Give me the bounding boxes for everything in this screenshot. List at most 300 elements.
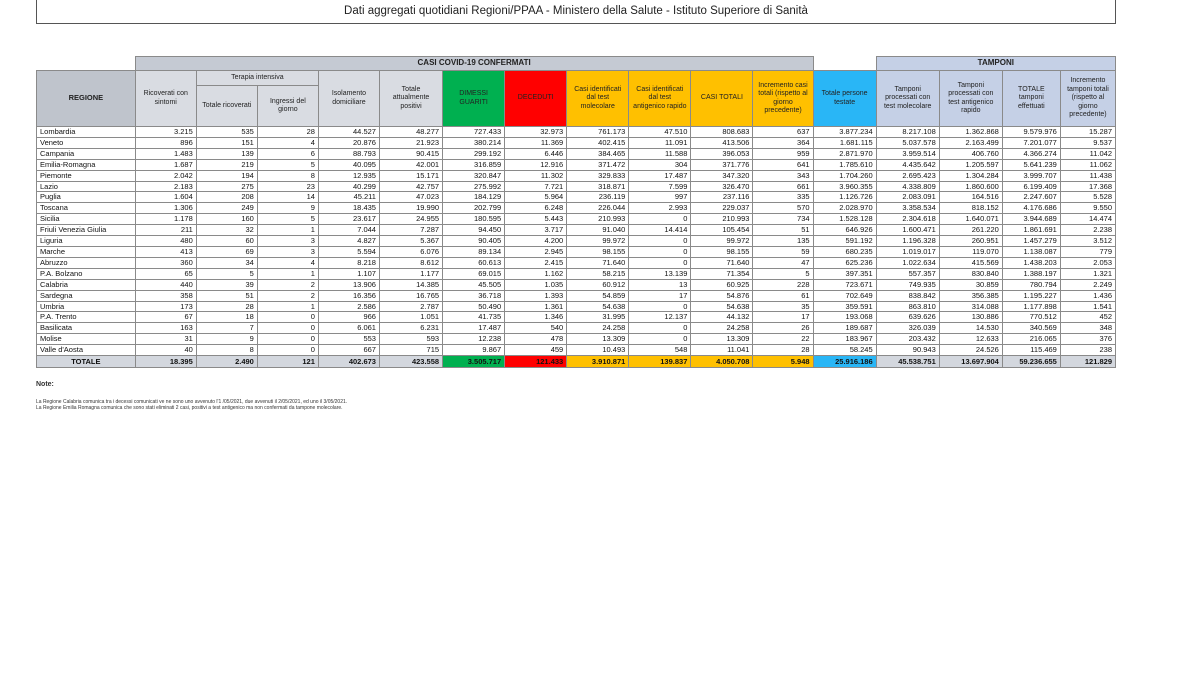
table-cell: 1.019.017: [876, 246, 939, 257]
region-name-cell: Sardegna: [37, 290, 136, 301]
table-cell: 1.438.203: [1002, 257, 1060, 268]
table-cell: 91.040: [567, 225, 629, 236]
table-cell: 1.436: [1060, 290, 1115, 301]
table-cell: 3.944.689: [1002, 214, 1060, 225]
table-cell: 54.638: [691, 301, 753, 312]
region-name-cell: Sicilia: [37, 214, 136, 225]
table-cell: 2.183: [135, 181, 196, 192]
note-line-1: La Regione Calabria comunica tra i decessi comunicati ve ne sono uno avvenuto l'1 /05/2021, due avvenuti il 2/05/2021, ed uno il 3/05/2021.: [36, 398, 348, 405]
table-cell: 0: [629, 257, 691, 268]
table-cell: 16.356: [318, 290, 379, 301]
table-cell: 0: [629, 301, 691, 312]
table-cell: 1.035: [505, 279, 567, 290]
table-cell: 160: [196, 214, 257, 225]
table-cell: 237.116: [691, 192, 753, 203]
table-cell: 478: [505, 334, 567, 345]
table-cell: 90.405: [443, 236, 505, 247]
header-ingressi: Ingressi del giorno: [257, 86, 318, 127]
table-cell: 54.859: [567, 290, 629, 301]
total-cell: 25.916.186: [813, 356, 876, 368]
table-cell: 51: [196, 290, 257, 301]
table-cell: 105.454: [691, 225, 753, 236]
table-cell: 723.671: [813, 279, 876, 290]
header-tamponi-group: TAMPONI: [876, 57, 1115, 71]
table-cell: 1.361: [505, 301, 567, 312]
table-cell: 39: [196, 279, 257, 290]
table-cell: 88.793: [318, 148, 379, 159]
table-cell: 818.152: [939, 203, 1002, 214]
table-cell: 380.214: [443, 137, 505, 148]
table-cell: 23.617: [318, 214, 379, 225]
table-cell: 69: [196, 246, 257, 257]
table-cell: 3.512: [1060, 236, 1115, 247]
table-row: [37, 345, 1116, 356]
region-name-cell: Emilia-Romagna: [37, 159, 136, 170]
table-cell: 32.973: [505, 127, 567, 138]
table-cell: 343: [753, 170, 813, 181]
table-cell: 71.354: [691, 268, 753, 279]
total-row: [37, 356, 1116, 368]
table-cell: 1.528.128: [813, 214, 876, 225]
table-cell: 3.959.514: [876, 148, 939, 159]
table-cell: 13: [629, 279, 691, 290]
table-cell: 8.218: [318, 257, 379, 268]
table-cell: 838.842: [876, 290, 939, 301]
table-cell: 22: [753, 334, 813, 345]
table-cell: 9.579.976: [1002, 127, 1060, 138]
table-cell: 6: [257, 148, 318, 159]
table-cell: 2.871.970: [813, 148, 876, 159]
table-cell: 2.415: [505, 257, 567, 268]
table-cell: 15.171: [379, 170, 442, 181]
region-name-cell: Valle d'Aosta: [37, 345, 136, 356]
table-cell: 9.537: [1060, 137, 1115, 148]
table-cell: 384.465: [567, 148, 629, 159]
table-cell: 208: [196, 192, 257, 203]
table-cell: 749.935: [876, 279, 939, 290]
table-cell: 216.065: [1002, 334, 1060, 345]
table-cell: 1.640.071: [939, 214, 1002, 225]
table-cell: 1.321: [1060, 268, 1115, 279]
table-cell: 0: [629, 334, 691, 345]
table-cell: 12.137: [629, 312, 691, 323]
table-cell: 36.718: [443, 290, 505, 301]
table-cell: 23: [257, 181, 318, 192]
table-cell: 347.320: [691, 170, 753, 181]
header-incremento-casi: Incremento casi totali (rispetto al giorno precedente): [753, 71, 813, 127]
table-cell: 9: [196, 334, 257, 345]
table-cell: 5.594: [318, 246, 379, 257]
table-cell: 193.068: [813, 312, 876, 323]
table-cell: 1: [257, 225, 318, 236]
table-cell: 540: [505, 323, 567, 334]
table-cell: 335: [753, 192, 813, 203]
table-cell: 60.613: [443, 257, 505, 268]
table-cell: 236.119: [567, 192, 629, 203]
table-cell: 44.132: [691, 312, 753, 323]
table-cell: 440: [135, 279, 196, 290]
table-cell: 356.385: [939, 290, 1002, 301]
region-name-cell: Piemonte: [37, 170, 136, 181]
table-cell: 6.446: [505, 148, 567, 159]
table-cell: 4.176.686: [1002, 203, 1060, 214]
table-cell: 5.443: [505, 214, 567, 225]
table-cell: 329.833: [567, 170, 629, 181]
table-row: [37, 301, 1116, 312]
table-cell: 535: [196, 127, 257, 138]
table-cell: 371.776: [691, 159, 753, 170]
table-cell: 17.368: [1060, 181, 1115, 192]
header-terapia-intensiva: Terapia intensiva: [196, 71, 318, 86]
table-cell: 6.199.409: [1002, 181, 1060, 192]
table-cell: 42.001: [379, 159, 442, 170]
table-cell: 24.955: [379, 214, 442, 225]
header-casi-totali: CASI TOTALI: [691, 71, 753, 127]
table-cell: 371.472: [567, 159, 629, 170]
table-cell: 1.681.115: [813, 137, 876, 148]
region-name-cell: Molise: [37, 334, 136, 345]
table-cell: 12.935: [318, 170, 379, 181]
table-cell: 60.912: [567, 279, 629, 290]
table-cell: 591.192: [813, 236, 876, 247]
table-cell: 3.717: [505, 225, 567, 236]
table-cell: 406.760: [939, 148, 1002, 159]
table-cell: 14.530: [939, 323, 1002, 334]
table-cell: 173: [135, 301, 196, 312]
table-cell: 16.765: [379, 290, 442, 301]
table-cell: 1.687: [135, 159, 196, 170]
table-cell: 548: [629, 345, 691, 356]
header-incremento-tamponi: Incremento tamponi totali (rispetto al giorno precedente): [1060, 71, 1115, 127]
table-cell: 7.287: [379, 225, 442, 236]
table-cell: 459: [505, 345, 567, 356]
table-cell: 2.028.970: [813, 203, 876, 214]
table-cell: 12.633: [939, 334, 1002, 345]
table-cell: 2.304.618: [876, 214, 939, 225]
table-cell: 4.366.274: [1002, 148, 1060, 159]
table-cell: 2.238: [1060, 225, 1115, 236]
table-cell: 18.435: [318, 203, 379, 214]
table-cell: 20.876: [318, 137, 379, 148]
total-cell: 13.697.904: [939, 356, 1002, 368]
table-cell: 261.220: [939, 225, 1002, 236]
table-cell: 139: [196, 148, 257, 159]
total-cell: 2.490: [196, 356, 257, 368]
total-cell: 3.910.871: [567, 356, 629, 368]
table-row: [37, 290, 1116, 301]
table-cell: 1.483: [135, 148, 196, 159]
table-cell: 21.923: [379, 137, 442, 148]
table-cell: 480: [135, 236, 196, 247]
covid-data-table: [36, 56, 1116, 368]
total-cell: 4.050.708: [691, 356, 753, 368]
table-cell: 959: [753, 148, 813, 159]
table-cell: 28: [196, 301, 257, 312]
header-blank-2: [813, 57, 876, 71]
table-cell: 17.487: [443, 323, 505, 334]
table-cell: 1: [257, 268, 318, 279]
header-totale-tamponi: TOTALE tamponi effettuati: [1002, 71, 1060, 127]
table-cell: 50.490: [443, 301, 505, 312]
table-cell: 17: [753, 312, 813, 323]
table-cell: 59: [753, 246, 813, 257]
table-cell: 1.304.284: [939, 170, 1002, 181]
table-cell: 47: [753, 257, 813, 268]
table-cell: 9: [257, 203, 318, 214]
table-cell: 42.757: [379, 181, 442, 192]
table-cell: 164.516: [939, 192, 1002, 203]
table-cell: 1.178: [135, 214, 196, 225]
table-cell: 71.640: [691, 257, 753, 268]
table-cell: 715: [379, 345, 442, 356]
table-cell: 45.505: [443, 279, 505, 290]
table-cell: 7.599: [629, 181, 691, 192]
table-cell: 452: [1060, 312, 1115, 323]
table-cell: 41.735: [443, 312, 505, 323]
table-cell: 5: [753, 268, 813, 279]
table-cell: 863.810: [876, 301, 939, 312]
table-cell: 6.076: [379, 246, 442, 257]
table-cell: 340.569: [1002, 323, 1060, 334]
table-cell: 661: [753, 181, 813, 192]
table-cell: 348: [1060, 323, 1115, 334]
region-name-cell: Lombardia: [37, 127, 136, 138]
total-cell: 3.505.717: [443, 356, 505, 368]
header-regione: REGIONE: [37, 71, 136, 127]
region-name-cell: Liguria: [37, 236, 136, 247]
table-cell: 2.053: [1060, 257, 1115, 268]
region-name-cell: Toscana: [37, 203, 136, 214]
table-cell: 2.042: [135, 170, 196, 181]
table-cell: 99.972: [691, 236, 753, 247]
table-cell: 135: [753, 236, 813, 247]
notes-title: Note:: [36, 381, 54, 388]
table-cell: 7.201.077: [1002, 137, 1060, 148]
table-cell: 402.415: [567, 137, 629, 148]
table-row: [37, 312, 1116, 323]
table-cell: 5.964: [505, 192, 567, 203]
table-cell: 2: [257, 279, 318, 290]
table-row: [37, 279, 1116, 290]
region-name-cell: P.A. Bolzano: [37, 268, 136, 279]
table-cell: 11.062: [1060, 159, 1115, 170]
table-cell: 1.362.868: [939, 127, 1002, 138]
table-cell: 2.083.091: [876, 192, 939, 203]
table-cell: 203.432: [876, 334, 939, 345]
table-cell: 4: [257, 257, 318, 268]
table-cell: 115.469: [1002, 345, 1060, 356]
header-casi-group: CASI COVID-19 CONFERMATI: [135, 57, 813, 71]
table-cell: 189.687: [813, 323, 876, 334]
table-cell: 11.091: [629, 137, 691, 148]
table-cell: 364: [753, 137, 813, 148]
table-row: [37, 170, 1116, 181]
table-cell: 163: [135, 323, 196, 334]
notes-section: [36, 382, 736, 412]
table-cell: 1.022.634: [876, 257, 939, 268]
table-cell: 1.306: [135, 203, 196, 214]
header-persone-testate: Totale persone testate: [813, 71, 876, 127]
table-cell: 2.945: [505, 246, 567, 257]
table-cell: 7.044: [318, 225, 379, 236]
table-cell: 58.215: [567, 268, 629, 279]
table-cell: 896: [135, 137, 196, 148]
table-cell: 358: [135, 290, 196, 301]
table-cell: 1.205.597: [939, 159, 1002, 170]
total-cell: 18.395: [135, 356, 196, 368]
region-name-cell: Basilicata: [37, 323, 136, 334]
table-cell: 226.044: [567, 203, 629, 214]
table-cell: 54.876: [691, 290, 753, 301]
table-cell: 8: [257, 170, 318, 181]
table-cell: 35: [753, 301, 813, 312]
table-row: [37, 323, 1116, 334]
table-cell: 359.591: [813, 301, 876, 312]
table-cell: 24.258: [691, 323, 753, 334]
table-cell: 2.249: [1060, 279, 1115, 290]
table-cell: 2.163.499: [939, 137, 1002, 148]
header-isolamento: Isolamento domiciliare: [318, 71, 379, 127]
header-tamponi-molecolare: Tamponi processati con test molecolare: [876, 71, 939, 127]
table-cell: 320.847: [443, 170, 505, 181]
table-cell: 71.640: [567, 257, 629, 268]
table-cell: 94.450: [443, 225, 505, 236]
header-blank: [37, 57, 136, 71]
table-cell: 28: [753, 345, 813, 356]
table-cell: 2.993: [629, 203, 691, 214]
table-cell: 275.992: [443, 181, 505, 192]
table-cell: 6.248: [505, 203, 567, 214]
table-cell: 11.302: [505, 170, 567, 181]
table-cell: 30.859: [939, 279, 1002, 290]
table-cell: 299.192: [443, 148, 505, 159]
table-cell: 1.861.691: [1002, 225, 1060, 236]
table-cell: 31.995: [567, 312, 629, 323]
table-cell: 304: [629, 159, 691, 170]
table-cell: 830.840: [939, 268, 1002, 279]
table-cell: 34: [196, 257, 257, 268]
table-cell: 1.600.471: [876, 225, 939, 236]
table-cell: 966: [318, 312, 379, 323]
table-cell: 593: [379, 334, 442, 345]
table-cell: 1.051: [379, 312, 442, 323]
table-cell: 4.338.809: [876, 181, 939, 192]
table-cell: 1: [257, 301, 318, 312]
region-name-cell: Umbria: [37, 301, 136, 312]
table-cell: 5.528: [1060, 192, 1115, 203]
table-cell: 2: [257, 290, 318, 301]
table-cell: 667: [318, 345, 379, 356]
table-cell: 238: [1060, 345, 1115, 356]
table-cell: 13.309: [691, 334, 753, 345]
table-cell: 14.385: [379, 279, 442, 290]
table-cell: 553: [318, 334, 379, 345]
table-cell: 12.916: [505, 159, 567, 170]
table-cell: 5.037.578: [876, 137, 939, 148]
table-cell: 40.095: [318, 159, 379, 170]
table-cell: 5: [196, 268, 257, 279]
table-cell: 0: [257, 345, 318, 356]
table-cell: 557.357: [876, 268, 939, 279]
table-cell: 376: [1060, 334, 1115, 345]
table-cell: 40: [135, 345, 196, 356]
table-cell: 24.258: [567, 323, 629, 334]
table-cell: 249: [196, 203, 257, 214]
table-cell: 761.173: [567, 127, 629, 138]
table-cell: 570: [753, 203, 813, 214]
table-cell: 60: [196, 236, 257, 247]
table-cell: 48.277: [379, 127, 442, 138]
total-cell: 423.558: [379, 356, 442, 368]
region-name-cell: Puglia: [37, 192, 136, 203]
table-row: [37, 214, 1116, 225]
total-cell: 121.829: [1060, 356, 1115, 368]
table-row: [37, 236, 1116, 247]
region-name-cell: Campania: [37, 148, 136, 159]
header-tamponi-antigenico: Tamponi processati con test antigenico rapido: [939, 71, 1002, 127]
table-cell: 26: [753, 323, 813, 334]
table-cell: 10.493: [567, 345, 629, 356]
table-cell: 3.215: [135, 127, 196, 138]
table-cell: 219: [196, 159, 257, 170]
table-cell: 13.139: [629, 268, 691, 279]
table-cell: 734: [753, 214, 813, 225]
table-cell: 11.369: [505, 137, 567, 148]
table-cell: 1.196.328: [876, 236, 939, 247]
report-title: Dati aggregati quotidiani Regioni/PPAA - Ministero della Salute - Istituto Superiore di Sanità: [36, 0, 1116, 24]
table-cell: 3: [257, 246, 318, 257]
region-name-cell: Calabria: [37, 279, 136, 290]
table-cell: 184.129: [443, 192, 505, 203]
table-row: [37, 137, 1116, 148]
table-cell: 1.457.279: [1002, 236, 1060, 247]
table-cell: 2.695.423: [876, 170, 939, 181]
table-cell: 646.926: [813, 225, 876, 236]
table-cell: 1.704.260: [813, 170, 876, 181]
table-cell: 680.235: [813, 246, 876, 257]
table-cell: 1.177: [379, 268, 442, 279]
table-cell: 0: [629, 236, 691, 247]
table-cell: 1.604: [135, 192, 196, 203]
table-cell: 180.595: [443, 214, 505, 225]
table-cell: 5.641.239: [1002, 159, 1060, 170]
table-cell: 1.346: [505, 312, 567, 323]
header-deceduti: DECEDUTI: [505, 71, 567, 127]
table-cell: 1.177.898: [1002, 301, 1060, 312]
table-cell: 47.023: [379, 192, 442, 203]
header-casi-antigenico: Casi identificati dal test antigenico rapido: [629, 71, 691, 127]
table-cell: 0: [257, 312, 318, 323]
table-cell: 702.649: [813, 290, 876, 301]
table-cell: 14.474: [1060, 214, 1115, 225]
region-name-cell: Marche: [37, 246, 136, 257]
table-cell: 229.037: [691, 203, 753, 214]
table-cell: 0: [629, 323, 691, 334]
table-cell: 11.588: [629, 148, 691, 159]
total-cell: 5.948: [753, 356, 813, 368]
table-cell: 260.951: [939, 236, 1002, 247]
table-cell: 1.195.227: [1002, 290, 1060, 301]
table-cell: 625.236: [813, 257, 876, 268]
table-cell: 11.041: [691, 345, 753, 356]
table-cell: 5: [257, 214, 318, 225]
table-cell: 727.433: [443, 127, 505, 138]
table-cell: 1.860.600: [939, 181, 1002, 192]
table-row: [37, 159, 1116, 170]
table-cell: 8.217.108: [876, 127, 939, 138]
total-cell: 45.538.751: [876, 356, 939, 368]
table-cell: 415.569: [939, 257, 1002, 268]
